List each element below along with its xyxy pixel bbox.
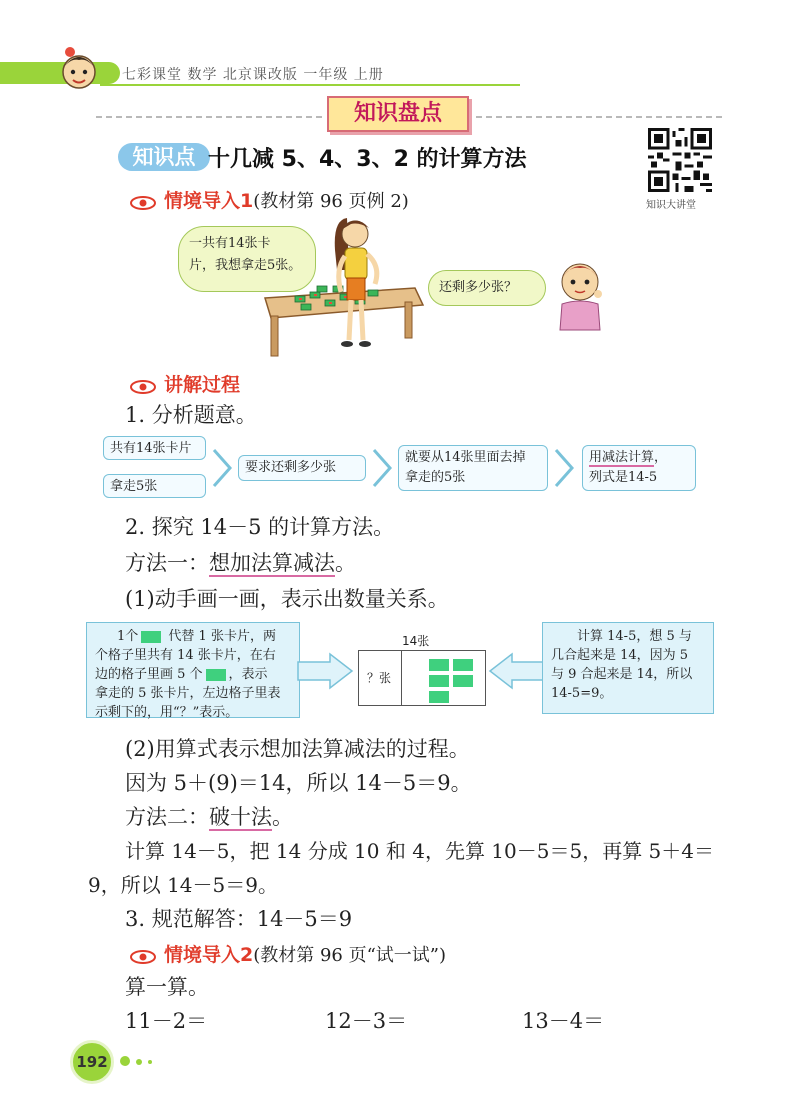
divider-left xyxy=(96,116,322,118)
explain-title: 讲解过程 xyxy=(164,374,241,396)
cards-diagram xyxy=(358,650,486,706)
green-card xyxy=(429,691,449,703)
calc-line1: 计算 14－5，把 14 分成 10 和 4，先算 10－5＝5，再算 5＋4＝ xyxy=(125,839,715,863)
flow-box-conclusion xyxy=(582,445,696,491)
right-info-1: 计算 14-5，想 5 与 xyxy=(577,629,692,644)
qr-code-icon[interactable] xyxy=(648,128,712,192)
flow-box-question: 要求还剩多少张 xyxy=(238,455,366,481)
boy-illustration xyxy=(540,250,620,335)
method2-line xyxy=(125,802,293,832)
method2-prefix: 方法二： xyxy=(125,805,209,829)
section-banner: 知识盘点 xyxy=(327,96,469,132)
eye-icon xyxy=(130,380,156,394)
flow-box-reason xyxy=(398,445,548,491)
left-info-2: 代替 1 张卡片，两 xyxy=(164,629,276,644)
left-info-1: 1个 xyxy=(117,629,139,644)
step1-title: 1. 分析题意。 xyxy=(125,403,257,427)
boy-speech-bubble xyxy=(428,270,546,306)
exercise-1: 11－2＝ xyxy=(125,1009,208,1033)
step3-title: 3. 规范解答：14－5＝9 xyxy=(125,907,353,931)
right-info-3: 与 9 合起来是 14，所以 xyxy=(551,667,693,682)
scene1-heading xyxy=(130,186,409,213)
left-info-4: 边的格子里画 5 个 xyxy=(95,667,203,682)
header-rule xyxy=(100,84,520,86)
green-card xyxy=(429,659,449,671)
left-info-7: 示剩下的，用“？”表示。 xyxy=(95,705,239,720)
formula-instruction: (2)用算式表示想加法算减法的过程。 xyxy=(125,737,470,761)
step2-title: 2. 探究 14－5 的计算方法。 xyxy=(125,515,395,539)
flow-conclusion-line2: 列式是14-5 xyxy=(589,470,658,485)
left-info-box xyxy=(86,622,300,718)
girl-with-cards-illustration xyxy=(255,210,425,360)
boy-speech-text: 还剩多少张？ xyxy=(439,280,518,295)
draw-instruction: (1)动手画一画，表示出数量关系。 xyxy=(125,587,449,611)
scene1-title: 情境导入1 xyxy=(164,190,254,212)
girl-speech-line1: 一共有14张卡 xyxy=(189,236,271,251)
page-number: 192 xyxy=(70,1040,114,1084)
flow-box-reason-line2: 拿走的5张 xyxy=(405,470,466,485)
method1-prefix: 方法一： xyxy=(125,551,209,575)
method1-name: 想加法算减法 xyxy=(209,551,335,575)
chevron-right-icon xyxy=(210,448,236,488)
method2-suffix: 。 xyxy=(272,805,293,829)
flow-box-reason-line1: 就要从14张里面去掉 xyxy=(405,450,526,465)
flow-conclusion-comma: ， xyxy=(654,450,668,465)
flow-conclusion-underlined: 用减法计算 xyxy=(589,450,655,465)
eye-icon xyxy=(130,950,156,964)
right-info-2: 几合起来是 14，因为 5 xyxy=(551,648,689,663)
header-text: 七彩课堂 数学 北京课改版 一年级 上册 xyxy=(122,67,384,83)
left-info-5: ，表示 xyxy=(228,667,268,682)
qr-label: 知识大讲堂 xyxy=(646,200,696,211)
method1-suffix: 。 xyxy=(335,551,356,575)
decor-dot xyxy=(136,1059,142,1065)
exercise-2: 12－3＝ xyxy=(325,1009,408,1033)
decor-dot xyxy=(120,1056,130,1066)
because-line: 因为 5＋(9)＝14，所以 14－5＝9。 xyxy=(125,771,472,795)
method2-name: 破十法 xyxy=(209,805,272,829)
explain-heading xyxy=(130,370,240,397)
green-card xyxy=(429,675,449,687)
knowledge-point-badge: 知识点 xyxy=(118,143,210,171)
scene1-sub: (教材第 96 页例 2) xyxy=(253,191,409,212)
scene2-heading xyxy=(130,940,446,967)
decor-dot xyxy=(148,1060,152,1064)
arrow-right-icon xyxy=(296,652,354,690)
knowledge-point-title: 十几减 5、4、3、2 的计算方法 xyxy=(208,147,527,172)
left-info-3: 个格子里共有 14 张卡片，在右 xyxy=(95,648,276,663)
green-card xyxy=(453,659,473,671)
green-square-icon xyxy=(141,631,161,643)
green-card xyxy=(453,675,473,687)
right-info-4: 14-5=9。 xyxy=(551,686,613,701)
green-square-icon xyxy=(206,669,226,681)
eye-icon xyxy=(130,196,156,210)
left-info-6: 拿走的 5 张卡片，左边格子里表 xyxy=(95,686,281,701)
chevron-right-icon xyxy=(370,448,396,488)
divider-right xyxy=(476,116,722,118)
scene2-title: 情境导入2 xyxy=(164,944,254,966)
mascot-icon xyxy=(52,42,106,96)
calc-line2: 9，所以 14－5＝9。 xyxy=(88,873,278,897)
diagram-divider xyxy=(401,651,402,705)
flow-box-total: 共有14张卡片 xyxy=(103,436,206,460)
method1-line xyxy=(125,548,356,578)
exercise-3: 13－4＝ xyxy=(522,1009,605,1033)
scene2-instruction: 算一算。 xyxy=(125,975,209,999)
chevron-right-icon xyxy=(552,448,578,488)
right-info-box xyxy=(542,622,714,714)
scene2-sub: (教材第 96 页“试一试”) xyxy=(253,945,447,966)
diagram-total-label: 14张 xyxy=(402,634,430,648)
arrow-left-icon xyxy=(488,652,546,690)
flow-box-take: 拿走5张 xyxy=(103,474,206,498)
diagram-unknown-label: ？张 xyxy=(367,671,392,685)
girl-speech-line2: 片，我想拿走5张。 xyxy=(189,258,302,273)
